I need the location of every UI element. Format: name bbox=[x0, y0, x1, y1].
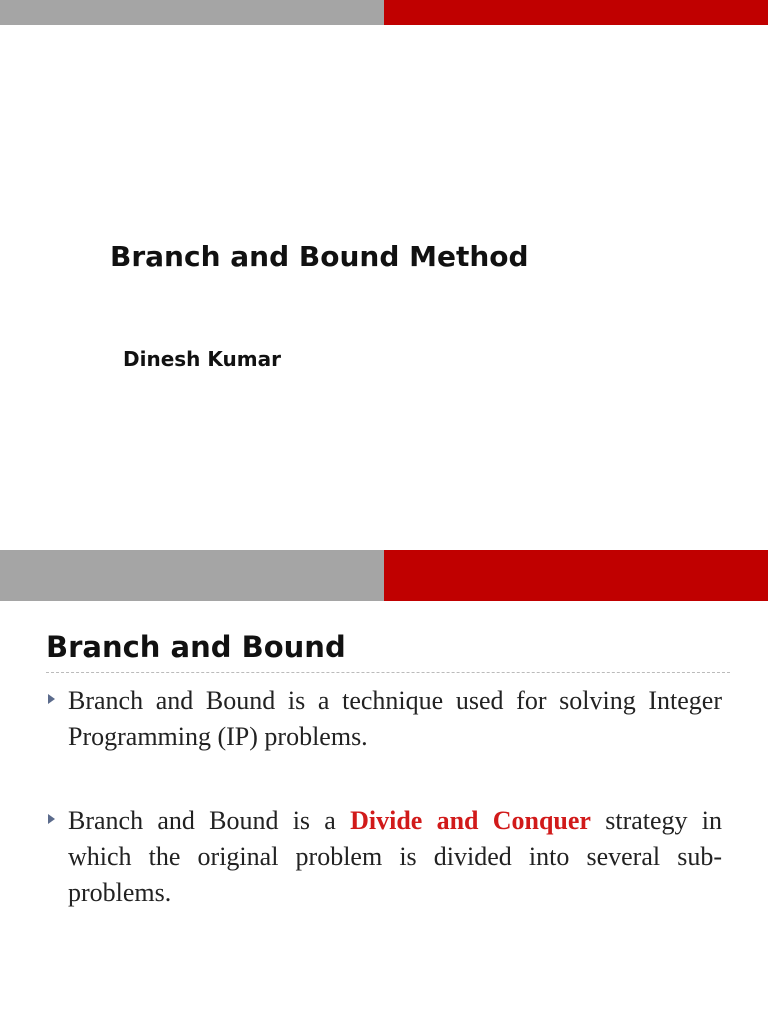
bullet-text-after: strategy in which the original problem is divided into several sub-problems. bbox=[68, 806, 723, 907]
accent-bar-red bbox=[384, 0, 768, 25]
triangle-right-icon bbox=[48, 814, 55, 824]
bullet-text-before: Branch and Bound is a bbox=[68, 806, 351, 835]
heading-divider bbox=[46, 672, 730, 673]
slide-heading: Branch and Bound bbox=[46, 630, 346, 664]
highlight-text: Divide and Conquer bbox=[350, 806, 591, 835]
author-name: Dinesh Kumar bbox=[123, 347, 281, 371]
bullet-item bbox=[46, 803, 722, 911]
top-accent-bar bbox=[0, 550, 768, 601]
bullet-text: Branch and Bound is a technique used for solving Integer Programming (IP) problems. bbox=[68, 686, 722, 751]
triangle-right-icon bbox=[48, 694, 55, 704]
bullet-text bbox=[68, 803, 722, 911]
accent-bar-gray bbox=[0, 550, 384, 601]
accent-bar-red bbox=[384, 550, 768, 601]
top-accent-bar bbox=[0, 0, 768, 25]
bullet-item bbox=[46, 683, 722, 755]
accent-bar-gray bbox=[0, 0, 384, 25]
presentation-title: Branch and Bound Method bbox=[110, 240, 529, 273]
content-slide bbox=[0, 550, 768, 1024]
